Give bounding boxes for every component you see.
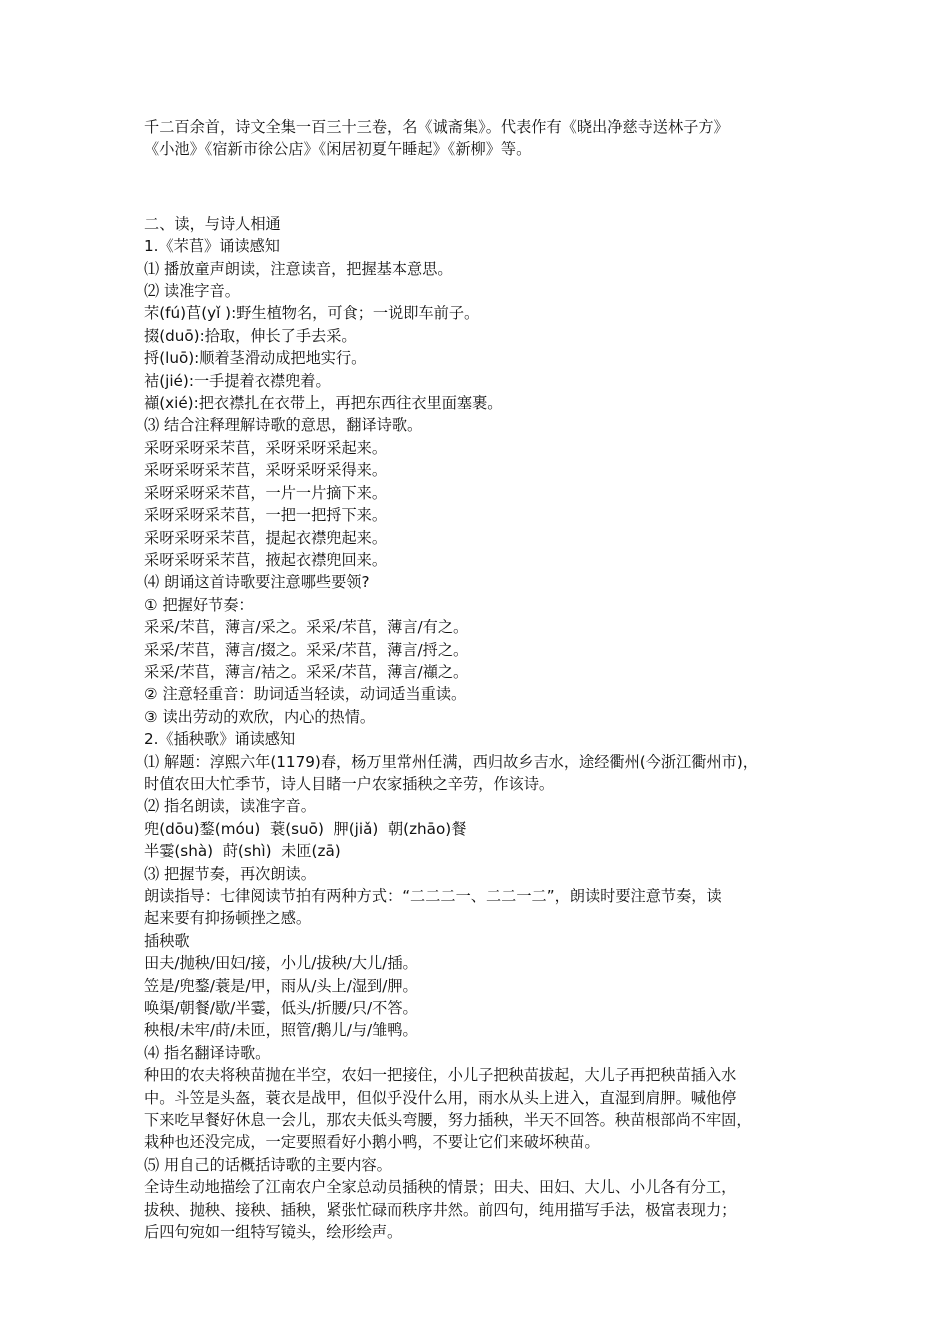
body-line-43: ⑸ 用自己的话概括诗歌的主要内容。 [144, 1155, 392, 1174]
body-line-35: 笠是/兜鍪/蓑是/甲，雨从/头上/湿到/胛。 [144, 976, 418, 995]
body-line-36: 唤渠/朝餐/歇/半霎，低头/折腰/只/不答。 [144, 999, 418, 1018]
body-line-6: 掇(duō):拾取，伸长了手去采。 [144, 326, 357, 345]
intro-line-2: 《小池》《宿新市徐公店》《闲居初夏午睡起》《新柳》等。 [144, 140, 532, 159]
body-line-38: ⑷ 指名翻译诗歌。 [144, 1043, 271, 1062]
body-line-37: 秧根/未牢/莳/未匝，照管/鹅儿/与/雏鸭。 [144, 1021, 418, 1040]
body-line-5: 芣(fú)苢(yǐ ):野生植物名，可食；一说即车前子。 [144, 304, 480, 323]
body-line-34: 田夫/抛秧/田妇/接，小儿/拔秧/大儿/插。 [144, 954, 418, 973]
body-line-45: 拔秧、抛秧、接秧、插秧，紧张忙碌而秩序井然。前四句，纯用描写手法，极富表现力； [144, 1200, 737, 1219]
body-line-19: 采采/芣苢，薄言/采之。采采/芣苢，薄言/有之。 [144, 618, 469, 637]
body-line-24: 2.《插秧歌》诵读感知 [144, 730, 296, 749]
body-line-42: 栽种也还没完成，一定要照看好小鹅小鸭，不要让它们来破坏秧苗。 [144, 1133, 600, 1152]
body-line-10: ⑶ 结合注释理解诗歌的意思，翻译诗歌。 [144, 416, 423, 435]
body-line-17: ⑷ 朗诵这首诗歌要注意哪些要领? [144, 573, 370, 592]
body-line-16: 采呀采呀采芣苢，掖起衣襟兜回来。 [144, 550, 387, 569]
body-line-26: 时值农田大忙季节，诗人目睹一户农家插秧之辛劳，作该诗。 [144, 774, 555, 793]
body-line-44: 全诗生动地描绘了江南农户全家总动员插秧的情景；田夫、田妇、大儿、小儿各有分工， [144, 1178, 737, 1197]
body-line-20: 采采/芣苢，薄言/掇之。采采/芣苢，薄言/捋之。 [144, 640, 469, 659]
body-line-12: 采呀采呀采芣苢，采呀采呀采得来。 [144, 461, 387, 480]
body-line-41: 下来吃早餐好休息一会儿，那农夫低头弯腰，努力插秧，半天不回答。秧苗根部尚不牢固， [144, 1111, 752, 1130]
body-line-18: ① 把握好节奏： [144, 595, 254, 614]
body-line-27: ⑵ 指名朗读，读准字音。 [144, 797, 316, 816]
body-line-29: 半霎(shà) 莳(shì) 未匝(zā) [144, 842, 341, 861]
document-content [144, 116, 824, 1244]
body-line-8: 袺(jié):一手提着衣襟兜着。 [144, 371, 331, 390]
body-line-40: 中。斗笠是头盔，蓑衣是战甲，但似乎没什么用，雨水从头上进入，直湿到肩胛。喊他停 [144, 1088, 737, 1107]
body-line-46: 后四句宛如一组特写镜头，绘形绘声。 [144, 1223, 403, 1242]
body-line-33: 插秧歌 [144, 931, 190, 950]
body-line-32: 起来要有抑扬顿挫之感。 [144, 909, 312, 928]
section-gap [144, 161, 824, 213]
body-line-23: ③ 读出劳动的欢欣，内心的热情。 [144, 707, 376, 726]
body-line-14: 采呀采呀采芣苢，一把一把捋下来。 [144, 506, 387, 525]
body-line-11: 采呀采呀采芣苢，采呀采呀采起来。 [144, 438, 387, 457]
body-line-13: 采呀采呀采芣苢，一片一片摘下来。 [144, 483, 387, 502]
body-line-7: 捋(luō):顺着茎滑动成把地实行。 [144, 349, 367, 368]
body-line-15: 采呀采呀采芣苢，提起衣襟兜起来。 [144, 528, 387, 547]
intro-paragraph [144, 116, 824, 161]
body-line-3: ⑴ 播放童声朗读，注意读音，把握基本意思。 [144, 259, 453, 278]
body-line-28: 兜(dōu)鍪(móu) 蓑(suō) 胛(jiǎ) 朝(zhāo)餐 [144, 819, 467, 838]
intro-line-1: 千二百余首，诗文全集一百三十三卷，名《诚斋集》。代表作有《晓出净慈寺送林子方》 [144, 118, 729, 136]
body-line-31: 朗读指导：七律阅读节拍有两种方式：“二二二一、二二一二”，朗读时要注意节奏，读 [144, 887, 722, 905]
body-line-39: 种田的农夫将秧苗抛在半空，农妇一把接住，小儿子把秧苗拔起，大儿子再把秧苗插入水 [144, 1066, 737, 1085]
body-line-21: 采采/芣苢，薄言/袺之。采采/芣苢，薄言/襭之。 [144, 662, 469, 681]
body-line-2: 1.《芣苢》诵读感知 [144, 237, 280, 256]
body-line-4: ⑵ 读准字音。 [144, 282, 240, 301]
body-line-9: 襭(xié):把衣襟扎在衣带上，再把东西往衣里面塞裹。 [144, 394, 503, 413]
body-line-1: 二、读，与诗人相通 [144, 214, 281, 233]
body-text [144, 213, 824, 1244]
body-line-25: ⑴ 解题：淳熙六年(1179)春，杨万里常州任满，西归故乡吉水，途经衢州(今浙江衢州市)， [144, 752, 758, 771]
body-line-22: ② 注意轻重音：助词适当轻读，动词适当重读。 [144, 685, 467, 704]
body-line-30: ⑶ 把握节奏，再次朗读。 [144, 864, 316, 883]
